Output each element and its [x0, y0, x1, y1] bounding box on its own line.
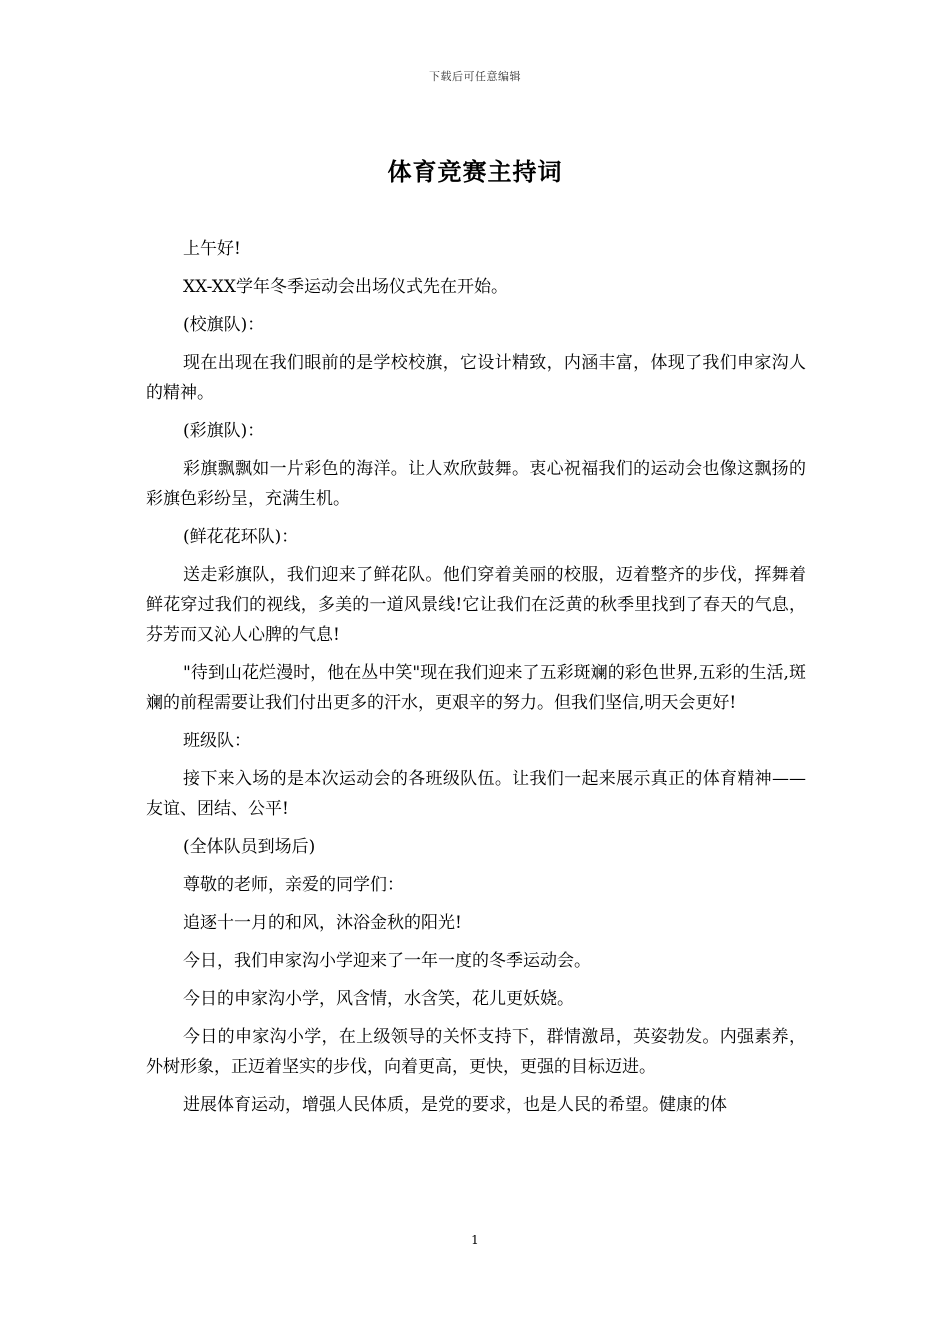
paragraph: XX-XX学年冬季运动会出场仪式先在开始。 [183, 277, 508, 297]
paragraph: (鲜花花环队)： [183, 527, 299, 547]
paragraph: 送走彩旗队，我们迎来了鲜花队。他们穿着美丽的校服，迈着整齐的步伐，挥舞着鲜花穿过我们的视线，多美的一道风景线!它让我们在泛黄的秋季里找到了春天的气息，芬芳而又沁人心脾的气息! [146, 565, 806, 645]
paragraph: 上午好! [183, 239, 241, 259]
paragraph: 今日的申家沟小学，风含情，水含笑，花儿更妖娆。 [183, 989, 574, 1009]
paragraph: 班级队： [183, 731, 251, 751]
paragraph: (全体队员到场后) [183, 837, 316, 857]
paragraph: 彩旗飘飘如一片彩色的海洋。让人欢欣鼓舞。衷心祝福我们的运动会也像这飘扬的彩旗色彩纷呈，充满生机。 [146, 459, 806, 509]
paragraph: 今日的申家沟小学，在上级领导的关怀支持下，群情激昂，英姿勃发。内强素养，外树形象，正迈着坚实的步伐，向着更高，更快，更强的目标迈进。 [146, 1027, 806, 1077]
header-note: 下载后可任意编辑 [429, 70, 521, 83]
document-body [146, 234, 806, 1128]
page-number: 1 [471, 1233, 479, 1247]
paragraph: 进展体育运动，增强人民体质，是党的要求，也是人民的希望。健康的体 [183, 1095, 727, 1115]
paragraph: 现在出现在我们眼前的是学校校旗，它设计精致，内涵丰富，体现了我们申家沟人的精神。 [146, 353, 806, 403]
paragraph: (校旗队)： [183, 315, 265, 335]
paragraph: 追逐十一月的和风，沐浴金秋的阳光! [183, 913, 462, 933]
paragraph: "待到山花烂漫时，他在丛中笑"现在我们迎来了五彩斑斓的彩色世界,五彩的生活,斑斓的前程需要让我们付出更多的汗水，更艰辛的努力。但我们坚信,明天会更好! [146, 663, 806, 713]
paragraph: (彩旗队)： [183, 421, 265, 441]
document-title: 体育竞赛主持词 [387, 157, 563, 186]
paragraph: 尊敬的老师，亲爱的同学们： [183, 875, 404, 895]
paragraph: 接下来入场的是本次运动会的各班级队伍。让我们一起来展示真正的体育精神——友谊、团结、公平! [146, 769, 806, 819]
paragraph: 今日，我们申家沟小学迎来了一年一度的冬季运动会。 [183, 951, 591, 971]
